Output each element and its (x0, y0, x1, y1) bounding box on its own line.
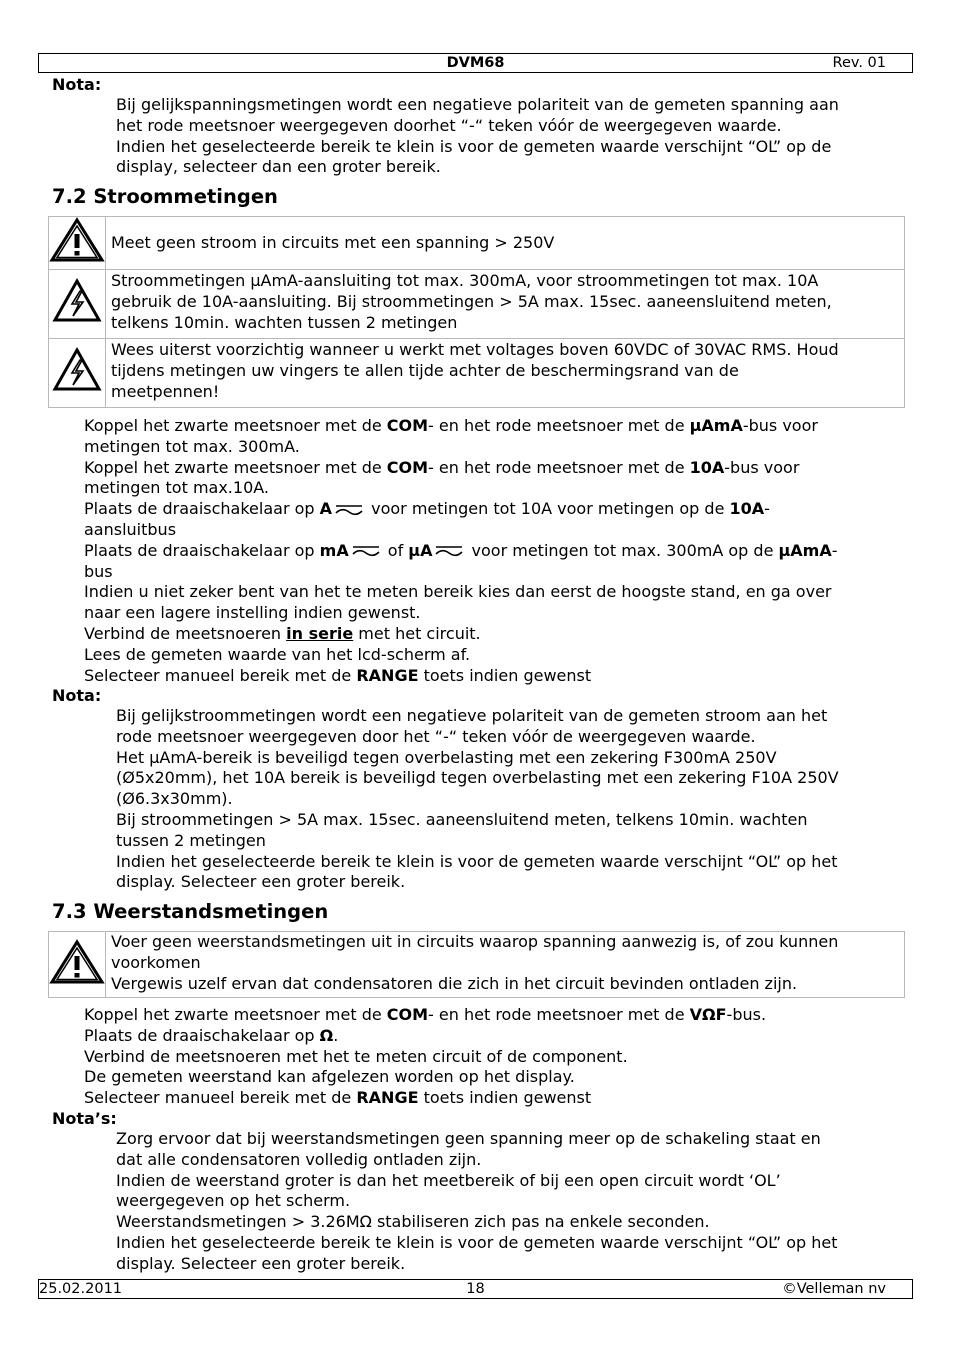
warning-line: voorkomen (111, 952, 201, 972)
note-line: Indien de weerstand groter is dan het meetbereik of bij een open circuit wordt ‘OL’ (116, 1170, 781, 1190)
page-header (38, 53, 913, 73)
warning-row (49, 932, 905, 998)
resistance-note (116, 1129, 906, 1275)
model-name: DVM68 (446, 55, 505, 71)
warning-line: Wees uiterst voorzichtig wanneer u werkt met voltages boven 60VDC of 30VAC RMS. Houd (111, 340, 839, 359)
step-line: naar een lagere instelling indien gewenst. (84, 603, 421, 623)
step-line: Koppel het zwarte meetsnoer met de COM- en het rode meetsnoer met de µAmA-bus voor (84, 416, 818, 435)
page-footer (38, 1279, 913, 1299)
ac-dc-symbol-icon (434, 544, 464, 558)
warning-text (106, 932, 905, 998)
note-line: Indien het geselecteerde bereik te klein is voor de gemeten waarde verschijnt “OL” op de (116, 136, 832, 156)
step-line: Koppel het zwarte meetsnoer met de COM- en het rode meetsnoer met de VΩF-bus. (84, 1005, 767, 1024)
warning-exclamation-icon (49, 217, 106, 270)
note-line: Zorg ervoor dat bij weerstandsmetingen geen spanning meer op de schakeling staat en (116, 1129, 821, 1148)
warning-line: tijdens metingen uw vingers te allen tijde achter de beschermingsrand van de (111, 360, 739, 380)
page-number: 18 (466, 1281, 485, 1297)
note-line: Het µAmA-bereik is beveiligd tegen overbelasting met een zekering F300mA 250V (116, 747, 777, 767)
note-line: Indien het geselecteerde bereik te klein is voor de gemeten waarde verschijnt “OL” op het (116, 1232, 838, 1252)
note-line: display. Selecteer een groter bereik. (116, 1253, 406, 1273)
warning-text (106, 217, 905, 270)
ac-dc-symbol-icon (351, 544, 381, 558)
step-line: Plaats de draaischakelaar op A voor metingen tot 10A voor metingen op de 10A- (84, 499, 770, 519)
note-label: Nota: (52, 686, 102, 705)
current-note (116, 706, 906, 893)
warning-line: Stroommetingen µAmA-aansluiting tot max. 300mA, voor stroommetingen tot max. 10A (111, 271, 819, 290)
step-line: aansluitbus (84, 519, 177, 539)
step-line: De gemeten weerstand kan afgelezen worden op het display. (84, 1067, 575, 1087)
note-line: Bij gelijkstroommetingen wordt een negatieve polariteit van de gemeten stroom aan het (116, 706, 828, 725)
step-line: metingen tot max.10A. (84, 478, 269, 498)
warning-table-current (48, 216, 905, 408)
note-label: Nota: (52, 75, 102, 94)
step-line: Selecteer manueel bereik met de RANGE toets indien gewenst (84, 665, 592, 685)
footer-date: 25.02.2011 (39, 1281, 123, 1297)
step-line: bus (84, 561, 113, 581)
top-note (116, 95, 906, 178)
step-line: Koppel het zwarte meetsnoer met de COM- en het rode meetsnoer met de 10A-bus voor (84, 457, 800, 477)
step-line: Lees de gemeten waarde van het lcd-scherm af. (84, 644, 471, 664)
step-line: Verbind de meetsnoeren in serie met het circuit. (84, 623, 481, 643)
warning-table-resistance (48, 931, 905, 998)
note-line: het rode meetsnoer weergegeven doorhet “-“ teken vóór de weergegeven waarde. (116, 115, 782, 135)
note-line: Weerstandsmetingen > 3.26MΩ stabiliseren zich pas na enkele seconden. (116, 1212, 710, 1232)
note-line: display. Selecteer een groter bereik. (116, 872, 406, 892)
ac-dc-symbol-icon (334, 503, 364, 517)
section-title-7-2: 7.2 Stroommetingen (52, 185, 278, 208)
note-line: Bij gelijkspanningsmetingen wordt een negatieve polariteit van de gemeten spanning aan (116, 95, 839, 114)
step-line: Plaats de draaischakelaar op Ω. (84, 1025, 339, 1045)
warning-row (49, 339, 905, 408)
warning-line: Vergewis uzelf ervan dat condensatoren die zich in het circuit bevinden ontladen zijn. (111, 973, 798, 993)
revision: Rev. 01 (832, 55, 886, 71)
note-line: Indien het geselecteerde bereik te klein is voor de gemeten waarde verschijnt “OL” op het (116, 851, 838, 871)
warning-line: gebruik de 10A-aansluiting. Bij stroommetingen > 5A max. 15sec. aaneensluitend meten, (111, 291, 832, 311)
step-line: Selecteer manueel bereik met de RANGE toets indien gewenst (84, 1088, 592, 1108)
note-label: Nota’s: (52, 1109, 117, 1128)
warning-text (106, 270, 905, 339)
note-line: Bij stroommetingen > 5A max. 15sec. aaneensluitend meten, telkens 10min. wachten (116, 809, 808, 829)
step-line: Indien u niet zeker bent van het te meten bereik kies dan eerst de hoogste stand, en ga over (84, 582, 832, 602)
note-line: (Ø5x20mm), het 10A bereik is beveiligd tegen overbelasting met een zekering F10A 250V (116, 768, 839, 788)
warning-exclamation-icon (49, 932, 106, 998)
warning-text (106, 339, 905, 408)
note-line: display, selecteer dan een groter bereik. (116, 157, 441, 177)
warning-line: meetpennen! (111, 381, 220, 401)
note-line: (Ø6.3x30mm). (116, 789, 233, 809)
step-line: metingen tot max. 300mA. (84, 436, 300, 456)
warning-line: telkens 10min. wachten tussen 2 metingen (111, 312, 458, 332)
warning-row (49, 217, 905, 270)
high-voltage-icon (49, 270, 106, 339)
warning-line: Meet geen stroom in circuits met een spanning > 250V (111, 233, 555, 253)
section-title-7-3: 7.3 Weerstandsmetingen (52, 900, 329, 923)
high-voltage-icon (49, 339, 106, 408)
step-line: Verbind de meetsnoeren met het te meten circuit of de component. (84, 1046, 628, 1066)
note-line: weergegeven op het scherm. (116, 1191, 351, 1211)
warning-row (49, 270, 905, 339)
step-line: Plaats de draaischakelaar op mA of µA voor metingen tot max. 300mA op de µAmA- (84, 540, 838, 560)
note-line: tussen 2 metingen (116, 830, 266, 850)
note-line: rode meetsnoer weergegeven door het “-“ teken vóór de weergegeven waarde. (116, 726, 756, 746)
copyright: ©Velleman nv (782, 1281, 886, 1297)
current-steps (84, 416, 904, 686)
note-line: dat alle condensatoren volledig ontladen zijn. (116, 1149, 482, 1169)
resistance-steps (84, 1005, 904, 1109)
warning-line: Voer geen weerstandsmetingen uit in circuits waarop spanning aanwezig is, of zou kunnen (111, 932, 839, 951)
